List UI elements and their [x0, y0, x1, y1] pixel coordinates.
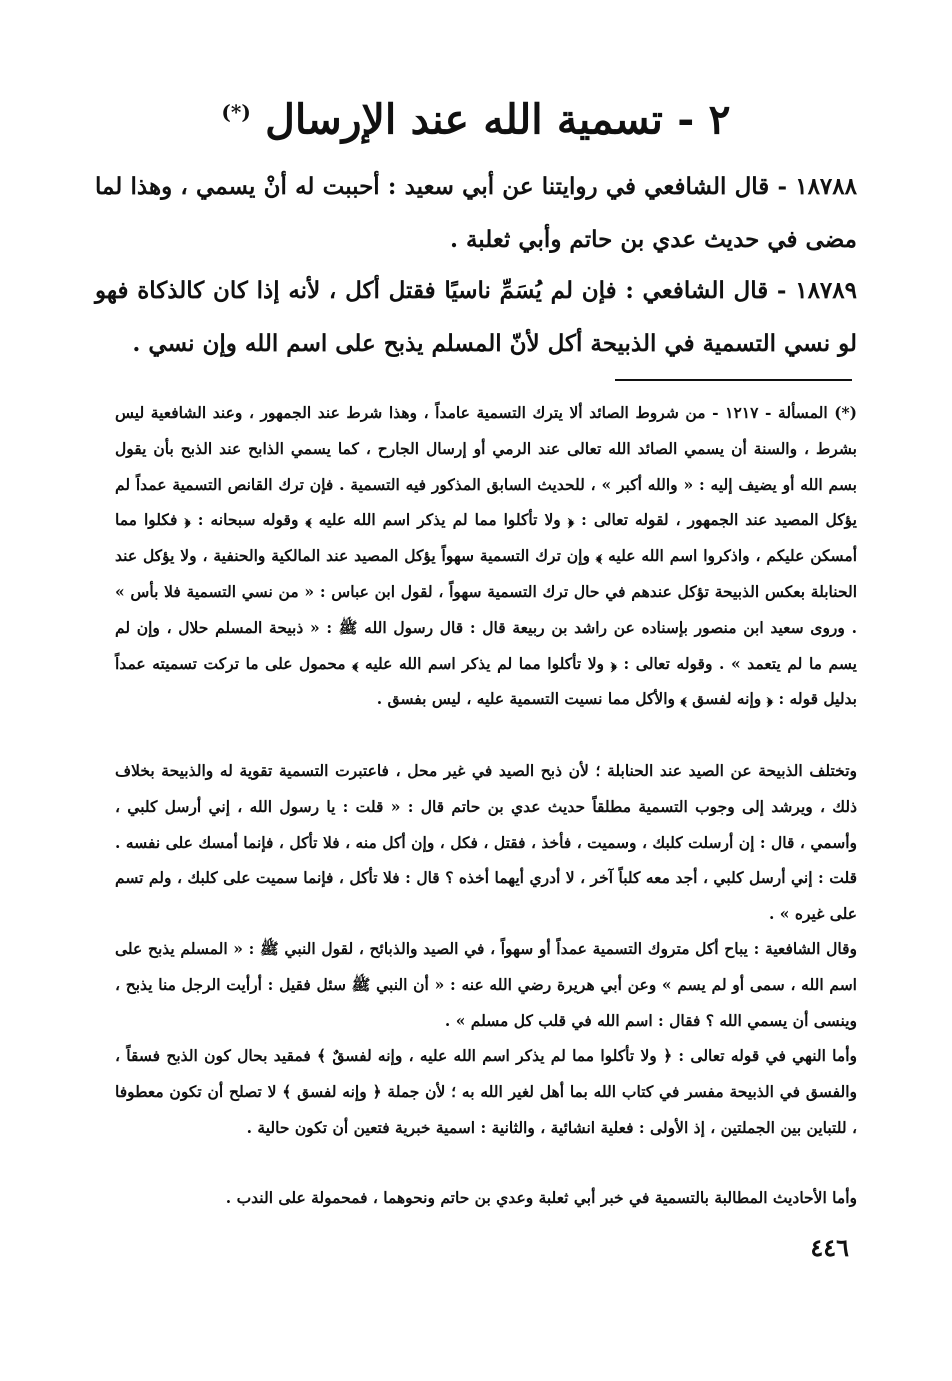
footnote-separator: [615, 379, 852, 381]
paragraph-18789: ١٨٧٨٩ - قال الشافعي : فإن لم يُسَمِّ ناسيًا فقتل أكل ، لأنه إذا كان كالذكاة فهو لو نسي التسمية في الذبيحة أكل لأنّ المسلم يذبح على اسم الله وإن نسي .: [95, 277, 857, 357]
footnote-paragraph: وأما النهي في قوله تعالى : ﴿ ولا تأكلوا مما لم يذكر اسم الله عليه ، وإنه لفسقٌ ﴾ فمقيد بحال كون الذبح فسقاً ، والفسق في الذبيحة مفسر في كتاب الله بما أهل لغير الله به ؛ لأن جملة ﴿ وإنه لفسق ﴾ لا تصلح أن تكون معطوفا ، للتباين بين الجملتين ، إذ الأولى : فعلية انشائية ، والثانية : اسمية خبرية فتعين أن تكون حالية .: [115, 1046, 857, 1137]
paragraph-18788: ١٨٧٨٨ - قال الشافعي في روايتنا عن أبي سعيد : أحببت له أنْ يسمي ، وهذا لما مضى في حديث عدي بن حاتم وأبي ثعلبة .: [95, 173, 857, 253]
footnote-paragraph: وقال الشافعية : يباح أكل متروك التسمية عمداً أو سهواً ، في الصيد والذبائح ، لقول النبي ﷺ : « المسلم يذبح على اسم الله ، سمى أو لم يسم » وعن أبي هريرة رضي الله عنه : « أن النبي ﷺ سئل فقيل : أرأيت الرجل منا يذبح ، وينسى أن يسمي الله ؟ فقال : اسم الله في قلب كل مسلم » .: [115, 939, 857, 1030]
section-title: [100, 84, 852, 148]
footnote-paragraph: وأما الأحاديث المطالبة بالتسمية في خبر أبي ثعلبة وعدي بن حاتم ونحوهما ، فمحمولة على الندب .: [225, 1188, 857, 1207]
footnote-marker: (*): [221, 100, 251, 124]
footnote-paragraph: وتختلف الذبيحة عن الصيد عند الحنابلة ؛ لأن ذبح الصيد في غير محل ، فاعتبرت التسمية تقوية له والذبيحة بخلاف ذلك ، ويرشد إلى وجوب التسمية مطلقاً حديث عدي بن حاتم قال : « قلت : يا رسول الله ، إني أرسل كلبي ، وأسمي ، قال : إن أرسلت كلبك ، وسميت ، فأخذ ، فقتل ، فكل ، وإن أكل منه ، فلا تأكل ، فإنما أمسك على نفسه . قلت : إني أرسل كلبي ، أجد معه كلباً آخر ، لا أدري أيهما أخذه ؟ قال : فلا تأكل ، فإنما سميت على كلبك ، ولم تسم على غيره » .: [115, 761, 857, 924]
page-number: ٤٤٦: [810, 1233, 849, 1262]
section-title-text: ٢ - تسمية الله عند الإرسال: [265, 95, 731, 144]
footnote-paragraph: (*) المسألة - ١٢١٧ - من شروط الصائد ألا يترك التسمية عامداً ، وهذا شرط عند الجمهور ، وعند الشافعية ليس بشرط ، والسنة أن يسمي الصائد الله تعالى عند الرمي أو إرسال الجارح ، كما يسمي الذابح عند الذبح بأن يقول بسم الله أو يضيف إليه : « والله أكبر » ، للحديث السابق المذكور فيه التسمية . فإن ترك القانص التسمية عمداً لم يؤكل المصيد عند الجمهور ، لقوله تعالى : ﴿ ولا تأكلوا مما لم يذكر اسم الله عليه ﴾ وقوله سبحانه : ﴿ فكلوا مما أمسكن عليكم ، واذكروا اسم الله عليه ﴾ وإن ترك التسمية سهواً يؤكل المصيد عند المالكية والحنفية ، ولا يؤكل عند الحنابلة بعكس الذبيحة تؤكل عندهم في حال ترك التسمية سهواً ، لقول ابن عباس : « من نسي التسمية فلا بأس » . وروى سعيد ابن منصور بإسناده عن راشد بن ربيعة قال : قال رسول الله ﷺ : « ذبيحة المسلم حلال ، وإن لم يسم ما لم يتعمد » . وقوله تعالى : ﴿ ولا تأكلوا مما لم يذكر اسم الله عليه ﴾ محمول على ما تركت تسميته عمداً بدليل قوله : ﴿ وإنه لفسق ﴾ والأكل مما نسيت التسمية عليه ، ليس بفسق .: [115, 403, 857, 709]
